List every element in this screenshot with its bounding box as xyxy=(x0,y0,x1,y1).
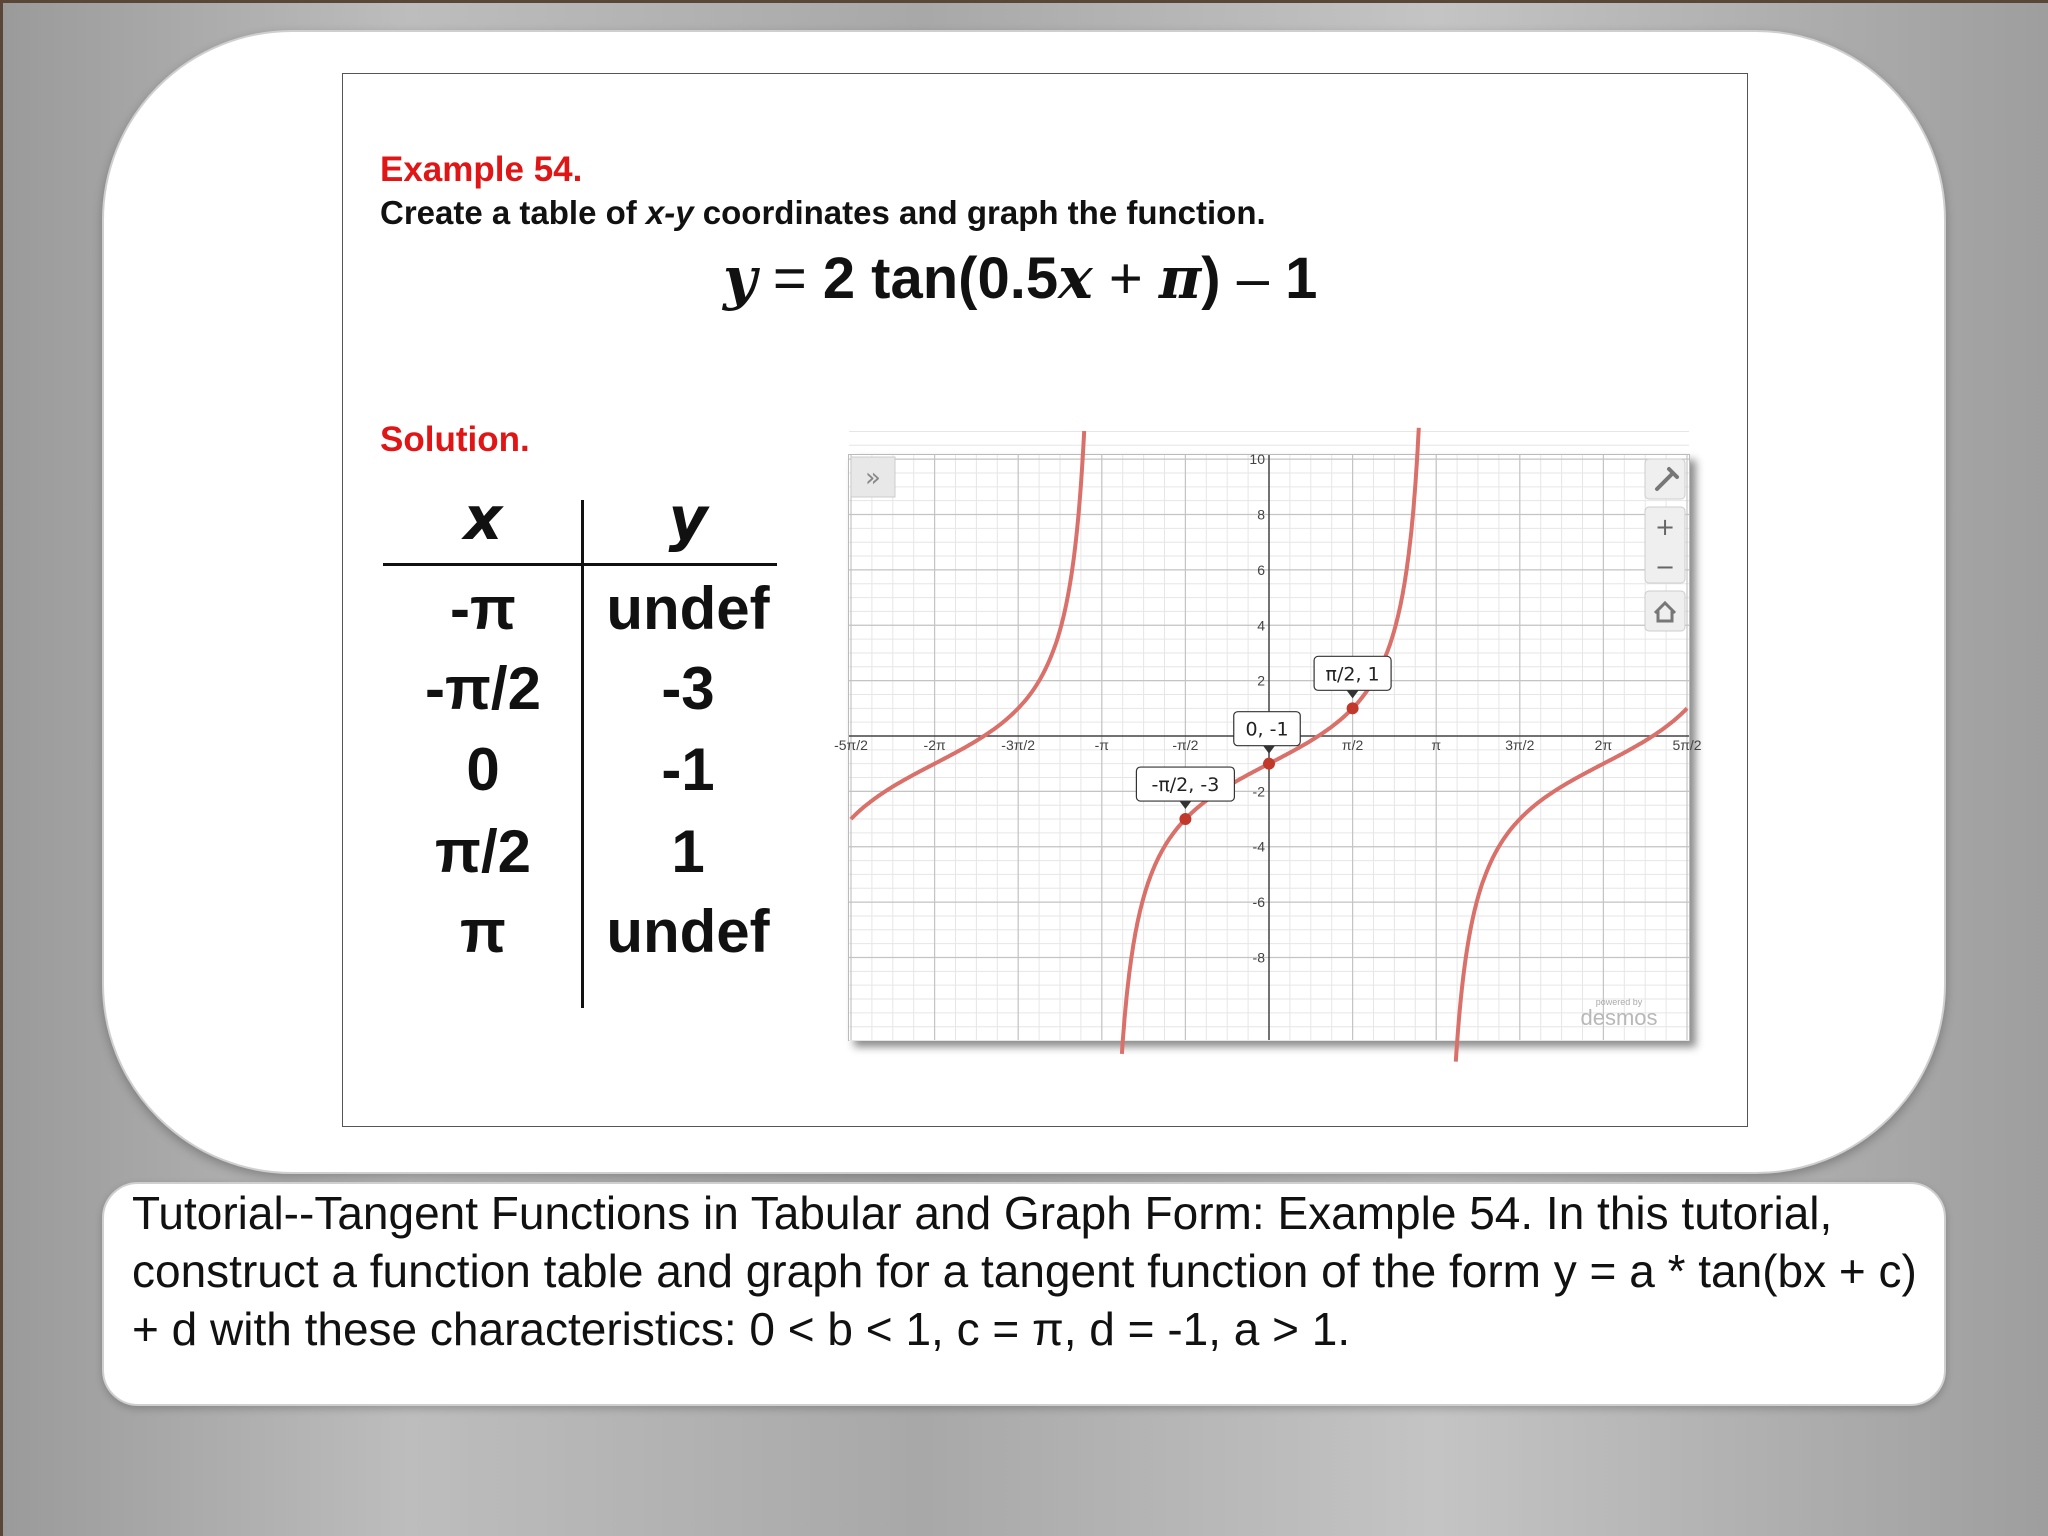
left-border xyxy=(0,0,3,1536)
x-tick-label: 5π/2 xyxy=(1672,737,1702,754)
y-tick-label: 2 xyxy=(1257,672,1265,689)
table-divider-vertical xyxy=(581,500,584,1008)
table-y-header: y xyxy=(668,484,708,554)
table-cell-y: -1 xyxy=(661,736,715,803)
x-tick-label: -2π xyxy=(923,737,946,754)
x-tick-label: -3π/2 xyxy=(1001,737,1036,754)
table-cell-x: π/2 xyxy=(435,818,531,885)
x-tick-label: π/2 xyxy=(1341,737,1364,754)
caption-text: Tutorial--Tangent Functions in Tabular and Graph Form: Example 54. In this tutorial, construct a function table and graph for a tangent function of the form y = a * tan(bx + c) + d with these characteristics: 0 < b < 1, c = π, d = -1, a > 1. xyxy=(132,1187,1917,1355)
collapse-icon: » xyxy=(865,463,881,493)
table-divider-horizontal xyxy=(383,563,777,566)
table-cell-y: undef xyxy=(606,575,770,642)
desmos-logo: desmos xyxy=(1580,1005,1658,1030)
point-label: 0, -1 xyxy=(1245,718,1289,741)
x-tick-label: -5π/2 xyxy=(834,737,868,754)
graph-canvas[interactable] xyxy=(834,451,1702,1040)
function-equation: y = 2 tan(0.5x + π) – 1 xyxy=(723,244,1318,312)
table-x-header: x xyxy=(463,484,503,554)
y-tick-label: 6 xyxy=(1257,561,1265,578)
table-cell-x: π xyxy=(460,898,506,965)
y-tick-label: 10 xyxy=(1249,451,1265,468)
table-cell-y: 1 xyxy=(671,818,705,885)
table-cell-y: undef xyxy=(606,898,770,965)
example-instruction: Create a table of x-y coordinates and graph the function. xyxy=(380,194,1266,231)
slide-content xyxy=(342,73,1748,1127)
y-tick-label: 8 xyxy=(1257,506,1265,523)
y-tick-label: -8 xyxy=(1252,949,1265,966)
table-cell-x: -π xyxy=(450,575,516,642)
table-cell-x: 0 xyxy=(466,736,500,803)
y-tick-label: -6 xyxy=(1252,894,1265,911)
watermark-small: powered by xyxy=(1595,997,1643,1007)
table-cell-x: -π/2 xyxy=(425,655,541,722)
x-tick-label: π xyxy=(1431,737,1442,754)
x-tick-label: -π/2 xyxy=(1172,737,1199,754)
data-point xyxy=(1347,702,1359,714)
data-point xyxy=(1263,758,1275,770)
x-tick-label: 3π/2 xyxy=(1505,737,1535,754)
caption-box xyxy=(102,1182,1946,1406)
home-button xyxy=(1645,591,1685,631)
point-label: -π/2, -3 xyxy=(1151,774,1220,797)
y-tick-label: -2 xyxy=(1252,783,1265,800)
solution-label: Solution. xyxy=(380,420,530,459)
y-tick-label: -4 xyxy=(1252,838,1265,855)
data-point xyxy=(1179,813,1191,825)
desmos-graph[interactable] xyxy=(834,451,1702,1041)
x-tick-label: 2π xyxy=(1594,737,1613,754)
y-tick-label: 4 xyxy=(1257,617,1265,634)
zoom-in-button: + xyxy=(1654,513,1676,541)
top-border xyxy=(0,0,2048,3)
example-title: Example 54. xyxy=(380,150,583,189)
table-cell-y: -3 xyxy=(661,655,715,722)
point-label: π/2, 1 xyxy=(1325,663,1380,686)
x-tick-label: -π xyxy=(1094,737,1109,754)
zoom-out-button: − xyxy=(1654,553,1676,581)
